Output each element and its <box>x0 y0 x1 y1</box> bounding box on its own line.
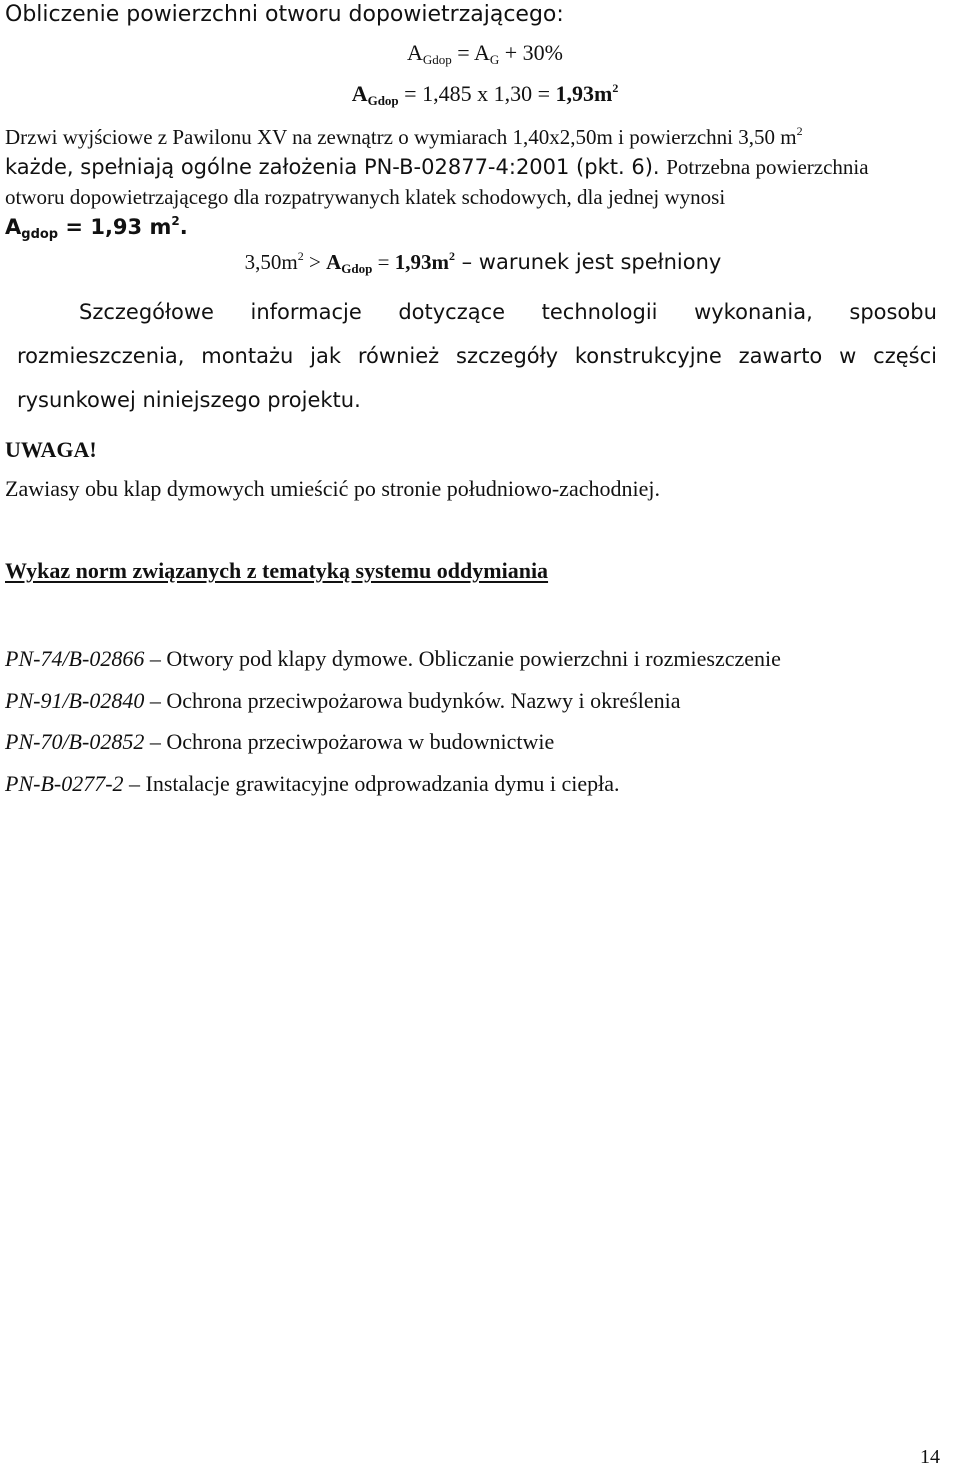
formula-agdop-calculation <box>0 81 960 107</box>
norm-code: PN-91/B-02840 <box>5 687 145 713</box>
formula-subscript: Gdop <box>367 93 399 108</box>
condition-subscript: Gdop <box>341 261 373 276</box>
word: w <box>839 344 857 368</box>
formula-symbol: A <box>351 81 368 106</box>
formula-rest: + 30% <box>499 40 563 65</box>
paragraph-line: otworu dopowietrzającego dla rozpatrywanych klatek schodowych, dla jednej wynosi <box>5 185 726 209</box>
word: wykonania, <box>694 300 813 324</box>
line-superscript: 2 <box>171 214 180 228</box>
word: Szczegółowe <box>79 300 214 324</box>
word: również <box>357 344 440 368</box>
line-superscript: 2 <box>796 124 803 138</box>
word: sposobu <box>849 300 937 324</box>
warning-title: UWAGA! <box>5 437 97 462</box>
norms-list <box>5 638 781 804</box>
line-text: Potrzebna powierzchnia <box>666 155 869 179</box>
line-text: Drzwi wyjściowe z Pawilonu XV na zewnątrz o wymiarach 1,40x2,50m i powierzchni 3,50 m <box>5 125 797 149</box>
paragraph-line <box>5 212 947 242</box>
formula-agdop-definition <box>0 40 960 66</box>
word: zawarto <box>738 344 823 368</box>
norm-item <box>5 638 781 680</box>
condition-superscript: 2 <box>448 249 455 263</box>
condition-text: > <box>303 250 327 274</box>
paragraph-line: rysunkowej niniejszego projektu. <box>17 388 361 412</box>
warning-text: Zawiasy obu klap dymowych umieścić po stronie południowo-zachodniej. <box>5 476 660 501</box>
condition-tail: – warunek jest spełniony <box>454 250 722 274</box>
norm-code: PN-B-0277-2 <box>5 770 124 796</box>
norm-code: PN-70/B-02852 <box>5 729 145 754</box>
norm-description: – Ochrona przeciwpożarowa budynków. Nazwy i określenia <box>144 687 681 713</box>
formula-symbol: A <box>407 40 423 65</box>
line-text: A <box>5 215 22 239</box>
condition-value: 1,93m <box>394 250 449 274</box>
condition-symbol: A <box>326 250 342 274</box>
formula-subscript: G <box>489 52 500 67</box>
norm-description: – Instalacje grawitacyjne odprowadzania dymu i ciepła. <box>123 770 620 796</box>
formula-superscript: 2 <box>612 81 619 95</box>
word: konstrukcyjne <box>574 344 722 368</box>
word: dotyczące <box>398 300 506 324</box>
page-number: 14 <box>920 1446 940 1468</box>
norm-item <box>5 680 781 722</box>
paragraph-line <box>5 152 947 182</box>
word: jak <box>310 344 342 368</box>
norm-description: – Ochrona przeciwpożarowa w budownictwie <box>144 729 555 754</box>
line-text: = 1,93 m <box>58 215 172 239</box>
condition-text: = <box>372 250 395 274</box>
condition-superscript: 2 <box>297 249 304 263</box>
line-subscript: gdop <box>21 227 59 242</box>
paragraph-line <box>17 334 937 378</box>
formula-mid: = A <box>451 40 490 65</box>
doors-paragraph <box>5 122 947 242</box>
paragraph-line <box>17 290 937 334</box>
word: szczegóły <box>456 344 559 368</box>
formula-subscript: Gdop <box>422 52 452 67</box>
word: informacje <box>250 300 362 324</box>
word: rozmieszczenia, <box>17 344 185 368</box>
formula-mid: = 1,485 x 1,30 = <box>398 81 556 106</box>
details-paragraph <box>17 290 937 422</box>
norms-heading: Wykaz norm związanych z tematyką systemu oddymiania <box>5 558 549 583</box>
norm-item <box>5 763 781 805</box>
word: technologii <box>541 300 658 324</box>
word: montażu <box>201 344 294 368</box>
condition-text: 3,50m <box>244 250 298 274</box>
line-text: . <box>179 215 188 239</box>
formula-result: 1,93m <box>555 81 613 106</box>
word: części <box>873 344 937 368</box>
line-text: każde, spełniają ogólne założenia PN-B-02877-4:2001 (pkt. 6). <box>5 155 667 179</box>
norm-description: – Otwory pod klapy dymowe. Obliczanie powierzchni i rozmieszczenie <box>144 646 781 671</box>
section-heading: Obliczenie powierzchni otworu dopowietrzającego: <box>5 2 564 27</box>
paragraph-line <box>5 122 947 152</box>
condition-line <box>0 250 960 275</box>
norm-code: PN-74/B-02866 <box>5 646 145 671</box>
norm-item <box>5 721 781 763</box>
